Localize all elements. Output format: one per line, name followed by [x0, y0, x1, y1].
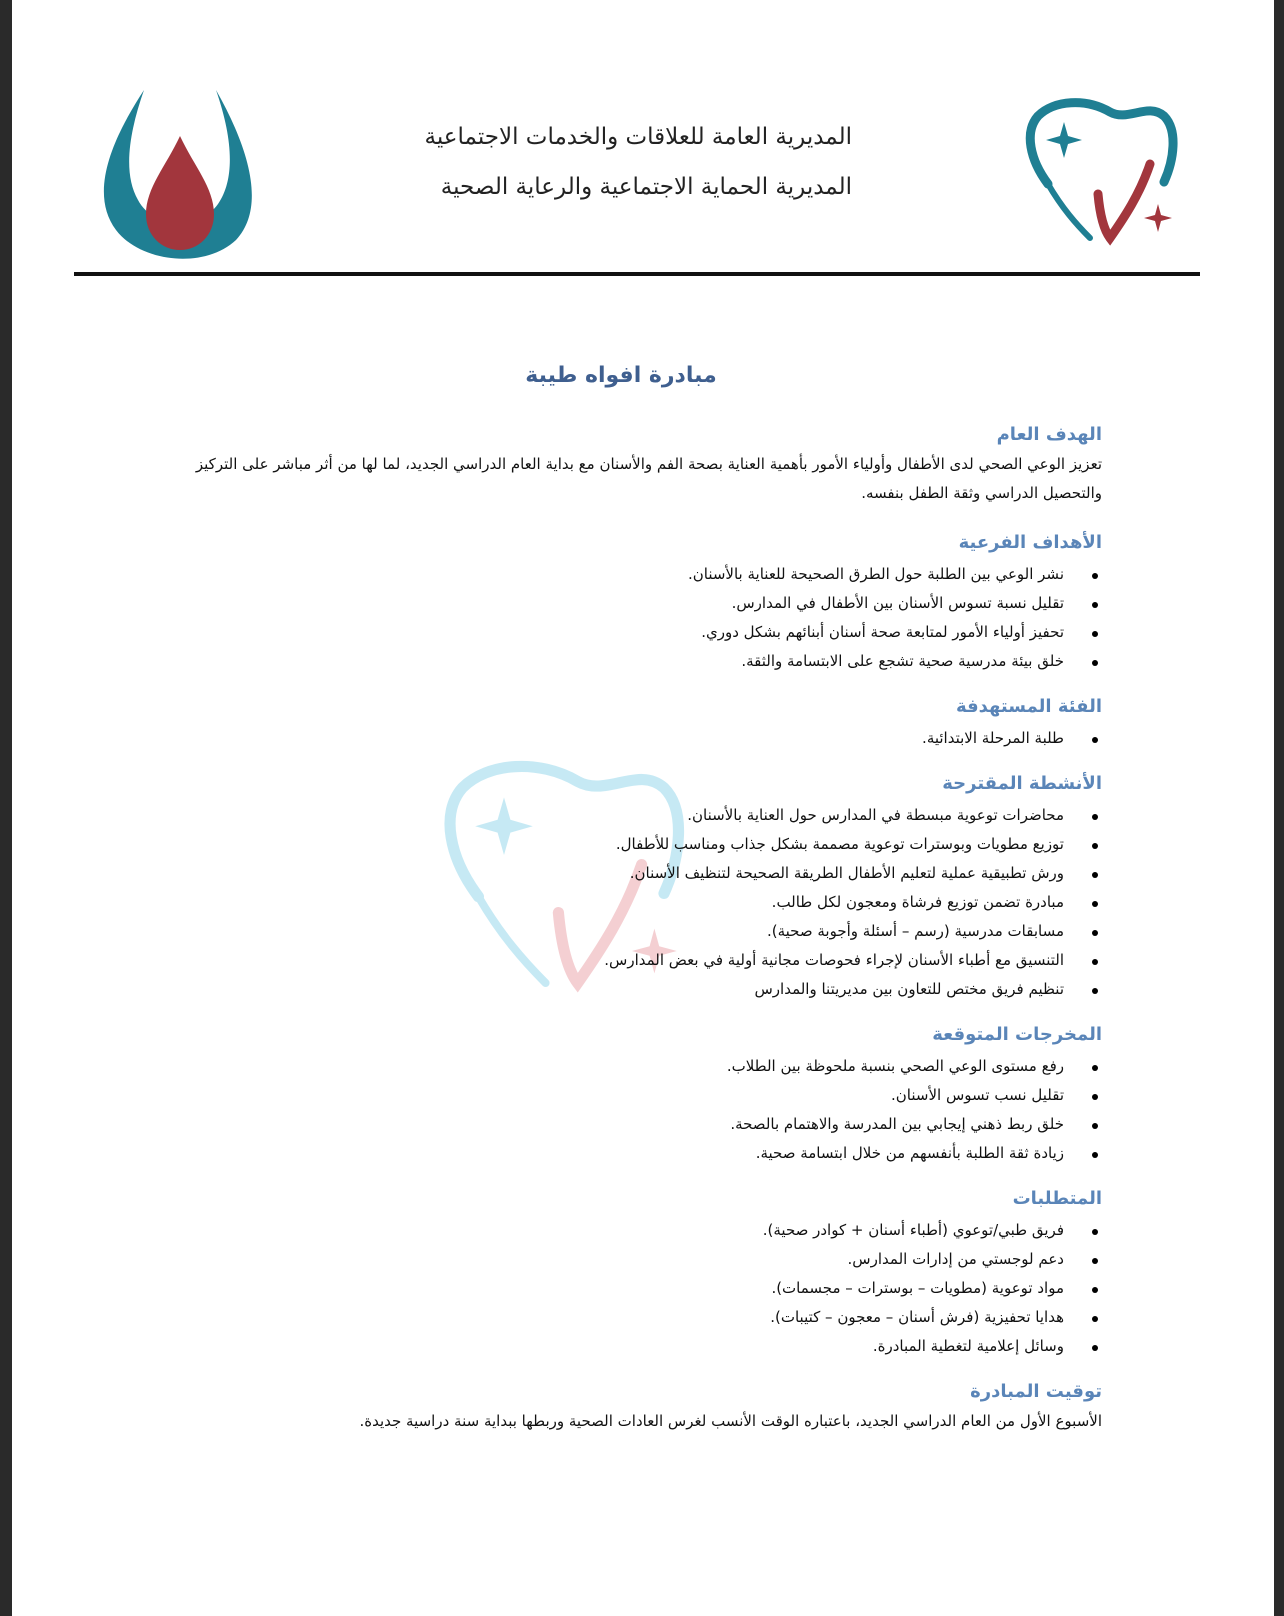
- section-heading-requirements: المتطلبات: [1012, 1188, 1102, 1209]
- timing-text: الأسبوع الأول من العام الدراسي الجديد، باعتباره الوقت الأنسب لغرس العادات الصحية وربطها ببداية سنة دراسية جديدة.: [359, 1412, 1102, 1430]
- general-goal-text: تعزيز الوعي الصحي لدى الأطفال وأولياء الأمور بأهمية العناية بصحة الفم والأسنان مع بداية العام الدراسي الجديد، لما لها من أثر مباشر على التركيز والتحصيل الدراسي وثقة الطفل بنفسه.: [195, 455, 1102, 502]
- list-item: ورش تطبيقية عملية لتعليم الأطفال الطريقة الصحيحة لتنظيف الأسنان.: [140, 859, 1102, 888]
- section-heading-outcomes: المخرجات المتوقعة: [932, 1024, 1102, 1045]
- list-item: محاضرات توعوية مبسطة في المدارس حول العناية بالأسنان.: [140, 801, 1102, 830]
- document-title: مبادرة افواه طيبة: [525, 363, 717, 388]
- list-item: زيادة ثقة الطلبة بأنفسهم من خلال ابتسامة صحية.: [140, 1139, 1102, 1168]
- list-item: هدايا تحفيزية (فرش أسنان – معجون – كتيبات).: [140, 1303, 1102, 1332]
- header-line-general-directorate: المديرية العامة للعلاقات والخدمات الاجتماعية: [424, 124, 852, 150]
- requirements-list: [140, 1216, 1102, 1361]
- list-item: تقليل نسب تسوس الأسنان.: [140, 1081, 1102, 1110]
- outcomes-list: [140, 1052, 1102, 1168]
- document-body: [140, 360, 1102, 1436]
- tooth-sparkle-logo-icon: [1024, 98, 1194, 258]
- activities-list: [140, 801, 1102, 1004]
- section-heading-sub-goals: الأهداف الفرعية: [958, 532, 1102, 553]
- list-item: مواد توعوية (مطويات – بوسترات – مجسمات).: [140, 1274, 1102, 1303]
- section-heading-target-group: الفئة المستهدفة: [955, 696, 1102, 717]
- list-item: فريق طبي/توعوي (أطباء أسنان + كوادر صحية).: [140, 1216, 1102, 1245]
- list-item: دعم لوجستي من إدارات المدارس.: [140, 1245, 1102, 1274]
- target-group-list: [140, 724, 1102, 753]
- list-item: خلق بيئة مدرسية صحية تشجع على الابتسامة والثقة.: [140, 647, 1102, 676]
- list-item: وسائل إعلامية لتغطية المبادرة.: [140, 1332, 1102, 1361]
- list-item: توزيع مطويات وبوسترات توعوية مصممة بشكل جذاب ومناسب للأطفال.: [140, 830, 1102, 859]
- list-item: تقليل نسبة تسوس الأسنان بين الأطفال في المدارس.: [140, 589, 1102, 618]
- list-item: مبادرة تضمن توزيع فرشاة ومعجون لكل طالب.: [140, 888, 1102, 917]
- document-page: [12, 0, 1274, 1616]
- header-organization: [342, 112, 852, 212]
- list-item: مسابقات مدرسية (رسم – أسئلة وأجوبة صحية).: [140, 917, 1102, 946]
- water-drop-logo-icon: [100, 90, 260, 270]
- list-item: طلبة المرحلة الابتدائية.: [140, 724, 1102, 753]
- list-item: نشر الوعي بين الطلبة حول الطرق الصحيحة للعناية بالأسنان.: [140, 560, 1102, 589]
- list-item: تنظيم فريق مختص للتعاون بين مديريتنا والمدارس: [140, 975, 1102, 1004]
- sub-goals-list: [140, 560, 1102, 676]
- list-item: تحفيز أولياء الأمور لمتابعة صحة أسنان أبنائهم بشكل دوري.: [140, 618, 1102, 647]
- header-divider: [74, 272, 1200, 276]
- section-heading-general-goal: الهدف العام: [996, 424, 1102, 445]
- section-heading-activities: الأنشطة المقترحة: [942, 773, 1102, 794]
- header-line-protection-directorate: المديرية الحماية الاجتماعية والرعاية الصحية: [440, 174, 852, 200]
- list-item: رفع مستوى الوعي الصحي بنسبة ملحوظة بين الطلاب.: [140, 1052, 1102, 1081]
- list-item: التنسيق مع أطباء الأسنان لإجراء فحوصات مجانية أولية في بعض المدارس.: [140, 946, 1102, 975]
- list-item: خلق ربط ذهني إيجابي بين المدرسة والاهتمام بالصحة.: [140, 1110, 1102, 1139]
- section-heading-timing: توقيت المبادرة: [970, 1381, 1102, 1402]
